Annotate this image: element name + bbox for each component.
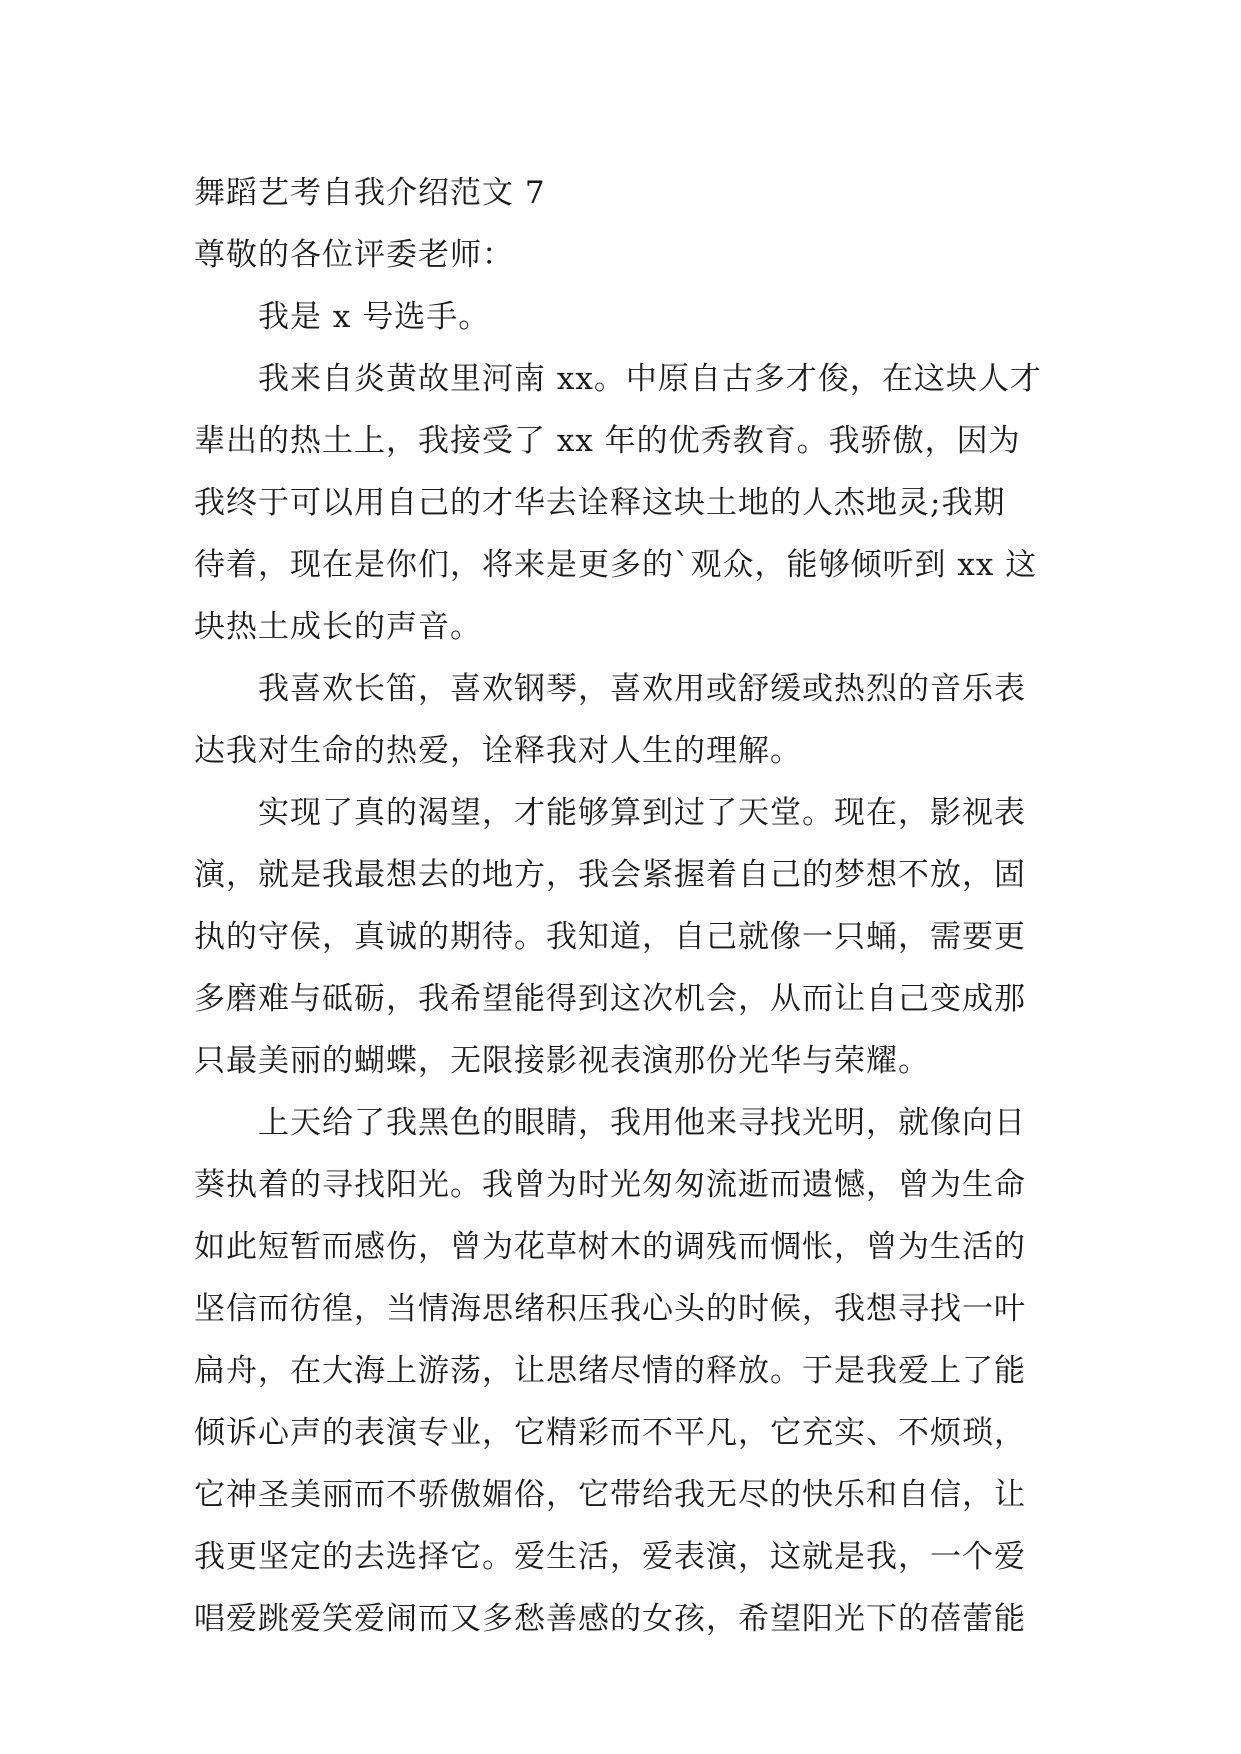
document-body (194, 162, 1056, 1650)
paragraph-line: 我更坚定的去选择它。爱生活，爱表演，这就是我，一个爱 (194, 1539, 1026, 1575)
paragraph-line: 坚信而彷徨，当情海思绪积压我心头的时候，我想寻找一叶 (194, 1291, 1026, 1327)
paragraph-line: 唱爱跳爱笑爱闹而又多愁善感的女孩，希望阳光下的蓓蕾能 (194, 1601, 1026, 1637)
paragraph-line: 达我对生命的热爱，诠释我对人生的理解。 (194, 733, 802, 769)
paragraph-line: 辈出的热土上，我接受了 xx 年的优秀教育。我骄傲，因为 (194, 423, 1021, 459)
paragraph-line: 实现了真的渴望，才能够算到过了天堂。现在，影视表 (258, 795, 1026, 831)
salutation: 尊敬的各位评委老师： (194, 237, 514, 273)
paragraph-line: 葵执着的寻找阳光。我曾为时光匆匆流逝而遗憾，曾为生命 (194, 1167, 1026, 1203)
paragraph-line: 待着，现在是你们，将来是更多的`观众，能够倾听到 xx 这 (194, 547, 1038, 583)
paragraph-line: 上天给了我黑色的眼睛，我用他来寻找光明，就像向日 (258, 1105, 1026, 1141)
paragraph-line: 块热土成长的声音。 (194, 609, 482, 645)
paragraph-line: 倾诉心声的表演专业，它精彩而不平凡，它充实、不烦琐， (194, 1415, 1026, 1451)
paragraph-line: 如此短暂而感伤，曾为花草树木的调残而惆怅，曾为生活的 (194, 1229, 1026, 1265)
paragraph-line: 只最美丽的蝴蝶，无限接影视表演那份光华与荣耀。 (194, 1043, 930, 1079)
paragraph-line: 我来自炎黄故里河南 xx。中原自古多才俊，在这块人才 (258, 361, 1042, 397)
paragraph-line: 我喜欢长笛，喜欢钢琴，喜欢用或舒缓或热烈的音乐表 (258, 671, 1026, 707)
paragraph-line: 多磨难与砥砺，我希望能得到这次机会，从而让自己变成那 (194, 981, 1026, 1017)
paragraph-line: 我终于可以用自己的才华去诠释这块土地的人杰地灵;我期 (194, 485, 1006, 521)
paragraph-line: 它神圣美丽而不骄傲媚俗，它带给我无尽的快乐和自信，让 (194, 1477, 1026, 1513)
document-title: 舞蹈艺考自我介绍范文 7 (194, 175, 546, 211)
paragraph-line: 我是 x 号选手。 (258, 299, 491, 335)
paragraph-line: 演，就是我最想去的地方，我会紧握着自己的梦想不放，固 (194, 857, 1026, 893)
paragraph-line: 执的守侯，真诚的期待。我知道，自己就像一只蛹，需要更 (194, 919, 1026, 955)
paragraph-line: 扁舟，在大海上游荡，让思绪尽情的释放。于是我爱上了能 (194, 1353, 1026, 1389)
